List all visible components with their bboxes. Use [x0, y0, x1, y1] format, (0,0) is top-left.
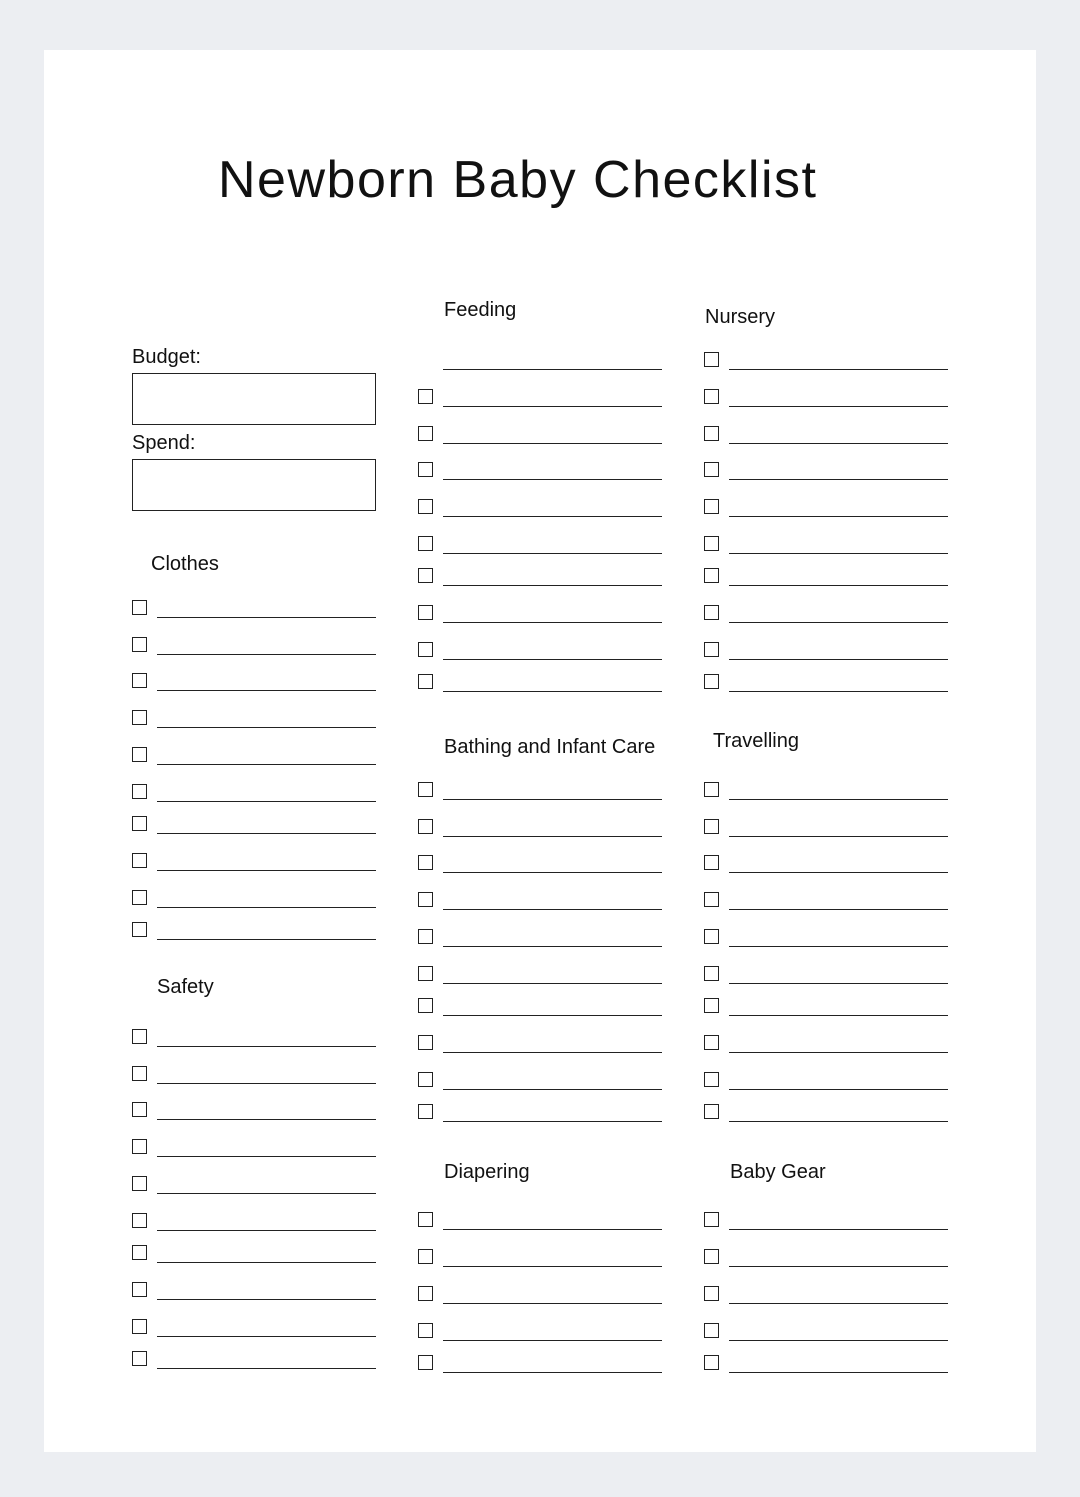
checklist-item[interactable]	[132, 1100, 376, 1120]
checklist-item[interactable]	[418, 1247, 662, 1267]
checkbox[interactable]	[704, 462, 719, 477]
write-in-line[interactable]	[157, 801, 376, 802]
checklist-item[interactable]	[132, 1211, 376, 1231]
checklist-item[interactable]	[132, 1349, 376, 1369]
checkbox[interactable]	[704, 352, 719, 367]
write-in-line[interactable]	[729, 369, 948, 370]
checklist-item[interactable]	[704, 1321, 948, 1341]
write-in-line[interactable]	[157, 870, 376, 871]
checkbox[interactable]	[418, 426, 433, 441]
spend-field[interactable]	[132, 459, 376, 511]
checkbox[interactable]	[418, 1104, 433, 1119]
checklist-item[interactable]	[418, 1210, 662, 1230]
spend-label: Spend:	[132, 432, 196, 454]
section-title-diapering: Diapering	[444, 1161, 530, 1183]
checkbox[interactable]	[704, 998, 719, 1013]
checkbox[interactable]	[418, 1355, 433, 1370]
checkbox[interactable]	[704, 605, 719, 620]
write-in-line[interactable]	[443, 1229, 662, 1230]
write-in-line[interactable]	[157, 690, 376, 691]
write-in-line[interactable]	[729, 1052, 948, 1053]
write-in-line[interactable]	[729, 1340, 948, 1341]
checkbox[interactable]	[704, 1249, 719, 1264]
checkbox[interactable]	[418, 536, 433, 551]
checkbox[interactable]	[704, 1355, 719, 1370]
checklist-item[interactable]	[704, 817, 948, 837]
budget-field[interactable]	[132, 373, 376, 425]
checkbox[interactable]	[704, 892, 719, 907]
checklist-item[interactable]	[704, 853, 948, 873]
checkbox[interactable]	[704, 642, 719, 657]
checkbox[interactable]	[132, 1282, 147, 1297]
write-in-line[interactable]	[729, 1089, 948, 1090]
checkbox[interactable]	[132, 1351, 147, 1366]
write-in-line[interactable]	[157, 907, 376, 908]
checklist-item[interactable]	[418, 497, 662, 517]
checklist-item[interactable]	[132, 1174, 376, 1194]
section-title-safety: Safety	[157, 976, 214, 998]
checklist-item[interactable]	[132, 708, 376, 728]
write-in-line[interactable]	[729, 516, 948, 517]
checklist-item[interactable]	[704, 387, 948, 407]
checklist-item[interactable]	[704, 1353, 948, 1373]
checklist-item[interactable]	[704, 672, 948, 692]
checklist-item[interactable]	[418, 996, 662, 1016]
write-in-line[interactable]	[443, 516, 662, 517]
checklist-item[interactable]	[132, 888, 376, 908]
write-in-line[interactable]	[443, 1303, 662, 1304]
checkbox[interactable]	[704, 819, 719, 834]
checkbox[interactable]	[132, 1139, 147, 1154]
write-in-line[interactable]	[157, 1230, 376, 1231]
write-in-line[interactable]	[157, 1083, 376, 1084]
write-in-line[interactable]	[729, 622, 948, 623]
write-in-line[interactable]	[443, 406, 662, 407]
checklist-item[interactable]	[418, 853, 662, 873]
write-in-line[interactable]	[157, 1368, 376, 1369]
checkbox[interactable]	[418, 605, 433, 620]
section-title-feeding: Feeding	[444, 299, 517, 321]
checklist-item[interactable]	[418, 1353, 662, 1373]
checklist-item[interactable]	[418, 672, 662, 692]
write-in-line[interactable]	[729, 836, 948, 837]
write-in-line[interactable]	[729, 872, 948, 873]
checkbox[interactable]	[132, 1176, 147, 1191]
checkbox[interactable]	[418, 892, 433, 907]
checklist-item[interactable]	[704, 534, 948, 554]
checklist-item[interactable]	[704, 1210, 948, 1230]
checkbox[interactable]	[704, 966, 719, 981]
checklist-item[interactable]	[704, 890, 948, 910]
write-in-line[interactable]	[729, 946, 948, 947]
checklist-item[interactable]	[132, 1280, 376, 1300]
checklist-item[interactable]	[132, 1243, 376, 1263]
checkbox[interactable]	[132, 673, 147, 688]
checklist-item[interactable]	[418, 1321, 662, 1341]
checkbox[interactable]	[704, 499, 719, 514]
write-in-line[interactable]	[729, 1229, 948, 1230]
checklist-item[interactable]	[418, 350, 662, 370]
checkbox[interactable]	[132, 816, 147, 831]
checkbox[interactable]	[704, 674, 719, 689]
checklist-item[interactable]	[418, 1284, 662, 1304]
write-in-line[interactable]	[443, 983, 662, 984]
checklist-item[interactable]	[704, 603, 948, 623]
checklist-item[interactable]	[132, 671, 376, 691]
checkbox[interactable]	[704, 1286, 719, 1301]
checkbox[interactable]	[132, 853, 147, 868]
write-in-line[interactable]	[729, 1372, 948, 1373]
write-in-line[interactable]	[443, 799, 662, 800]
write-in-line[interactable]	[157, 1262, 376, 1263]
checkbox[interactable]	[418, 1286, 433, 1301]
write-in-line[interactable]	[443, 659, 662, 660]
checkbox[interactable]	[132, 600, 147, 615]
checkbox[interactable]	[704, 1104, 719, 1119]
checklist-item[interactable]	[418, 964, 662, 984]
section-title-travelling: Travelling	[713, 730, 799, 752]
checklist-item[interactable]	[418, 1033, 662, 1053]
checkbox[interactable]	[704, 855, 719, 870]
checklist-item[interactable]	[132, 745, 376, 765]
checklist-item[interactable]	[418, 1102, 662, 1122]
checkbox[interactable]	[132, 637, 147, 652]
write-in-line[interactable]	[443, 1266, 662, 1267]
write-in-line[interactable]	[443, 1015, 662, 1016]
checkbox[interactable]	[418, 1212, 433, 1227]
budget-label: Budget:	[132, 346, 201, 368]
checklist-item[interactable]	[132, 1027, 376, 1047]
checklist-item[interactable]	[418, 534, 662, 554]
checklist-item[interactable]	[704, 460, 948, 480]
checkbox[interactable]	[418, 782, 433, 797]
page-title: Newborn Baby Checklist	[218, 151, 818, 209]
checkbox[interactable]	[132, 710, 147, 725]
checkbox[interactable]	[418, 499, 433, 514]
write-in-line[interactable]	[443, 1121, 662, 1122]
checklist-item[interactable]	[418, 460, 662, 480]
checklist-item[interactable]	[704, 780, 948, 800]
checklist-item[interactable]	[704, 424, 948, 444]
checklist-item[interactable]	[704, 927, 948, 947]
section-title-clothes: Clothes	[151, 553, 219, 575]
write-in-line[interactable]	[443, 443, 662, 444]
write-in-line[interactable]	[443, 369, 662, 370]
write-in-line[interactable]	[729, 585, 948, 586]
checkbox[interactable]	[704, 536, 719, 551]
checklist-item[interactable]	[418, 927, 662, 947]
write-in-line[interactable]	[729, 406, 948, 407]
checklist-item[interactable]	[418, 890, 662, 910]
checklist-item[interactable]	[132, 1317, 376, 1337]
checklist-item[interactable]	[418, 817, 662, 837]
checkbox[interactable]	[418, 568, 433, 583]
checkbox[interactable]	[704, 1035, 719, 1050]
checkbox[interactable]	[418, 998, 433, 1013]
write-in-line[interactable]	[443, 691, 662, 692]
write-in-line[interactable]	[729, 1121, 948, 1122]
write-in-line[interactable]	[157, 1156, 376, 1157]
write-in-line[interactable]	[157, 764, 376, 765]
write-in-line[interactable]	[729, 983, 948, 984]
checkbox[interactable]	[132, 1319, 147, 1334]
checklist-item[interactable]	[132, 920, 376, 940]
checkbox[interactable]	[418, 855, 433, 870]
checklist-item[interactable]	[132, 1064, 376, 1084]
write-in-line[interactable]	[157, 1336, 376, 1337]
write-in-line[interactable]	[443, 1340, 662, 1341]
write-in-line[interactable]	[729, 479, 948, 480]
checkbox[interactable]	[418, 674, 433, 689]
checkbox[interactable]	[132, 784, 147, 799]
write-in-line[interactable]	[729, 659, 948, 660]
write-in-line[interactable]	[157, 1193, 376, 1194]
write-in-line[interactable]	[729, 443, 948, 444]
write-in-line[interactable]	[443, 622, 662, 623]
section-title-bathing: Bathing and Infant Care	[444, 736, 656, 758]
write-in-line[interactable]	[729, 691, 948, 692]
section-title-baby-gear: Baby Gear	[730, 1161, 826, 1183]
checklist-item[interactable]	[418, 640, 662, 660]
write-in-line[interactable]	[443, 553, 662, 554]
checkbox[interactable]	[132, 1102, 147, 1117]
write-in-line[interactable]	[157, 1299, 376, 1300]
checkbox[interactable]	[418, 642, 433, 657]
checkbox[interactable]	[132, 1029, 147, 1044]
checkbox[interactable]	[418, 929, 433, 944]
checkbox[interactable]	[418, 462, 433, 477]
write-in-line[interactable]	[157, 833, 376, 834]
checklist-item[interactable]	[704, 640, 948, 660]
write-in-line[interactable]	[157, 1046, 376, 1047]
checkbox[interactable]	[132, 922, 147, 937]
checklist-item[interactable]	[704, 1070, 948, 1090]
checklist-item[interactable]	[704, 996, 948, 1016]
checkbox[interactable]	[704, 426, 719, 441]
checklist-item[interactable]	[418, 424, 662, 444]
write-in-line[interactable]	[443, 1089, 662, 1090]
checklist-item[interactable]	[704, 350, 948, 370]
write-in-line[interactable]	[729, 909, 948, 910]
write-in-line[interactable]	[729, 1015, 948, 1016]
write-in-line[interactable]	[443, 872, 662, 873]
section-title-nursery: Nursery	[705, 306, 776, 328]
checklist-item[interactable]	[132, 635, 376, 655]
write-in-line[interactable]	[157, 617, 376, 618]
checklist-item[interactable]	[132, 782, 376, 802]
checkbox[interactable]	[704, 1072, 719, 1087]
write-in-line[interactable]	[729, 553, 948, 554]
checklist-item[interactable]	[418, 780, 662, 800]
checkbox[interactable]	[418, 1035, 433, 1050]
write-in-line[interactable]	[443, 946, 662, 947]
checkbox[interactable]	[132, 747, 147, 762]
checkbox[interactable]	[418, 1323, 433, 1338]
write-in-line[interactable]	[729, 799, 948, 800]
checklist-item[interactable]	[418, 387, 662, 407]
write-in-line[interactable]	[157, 654, 376, 655]
checklist-item[interactable]	[704, 1033, 948, 1053]
write-in-line[interactable]	[443, 479, 662, 480]
checkbox[interactable]	[418, 1072, 433, 1087]
checkbox[interactable]	[418, 1249, 433, 1264]
write-in-line[interactable]	[443, 1372, 662, 1373]
write-in-line[interactable]	[157, 1119, 376, 1120]
checklist-item[interactable]	[704, 964, 948, 984]
write-in-line[interactable]	[729, 1266, 948, 1267]
checkbox[interactable]	[132, 890, 147, 905]
write-in-line[interactable]	[729, 1303, 948, 1304]
checklist-item[interactable]	[704, 566, 948, 586]
checklist-item[interactable]	[132, 851, 376, 871]
checkbox[interactable]	[418, 966, 433, 981]
write-in-line[interactable]	[157, 939, 376, 940]
checkbox[interactable]	[418, 819, 433, 834]
checklist-item[interactable]	[704, 497, 948, 517]
checklist-item[interactable]	[704, 1284, 948, 1304]
checklist-item[interactable]	[418, 1070, 662, 1090]
write-in-line[interactable]	[443, 836, 662, 837]
checklist-item[interactable]	[418, 603, 662, 623]
checkbox[interactable]	[704, 929, 719, 944]
checklist-item[interactable]	[418, 566, 662, 586]
checklist-page	[44, 50, 1036, 1452]
checklist-item[interactable]	[132, 1137, 376, 1157]
checkbox[interactable]	[704, 1212, 719, 1227]
checkbox[interactable]	[704, 1323, 719, 1338]
write-in-line[interactable]	[157, 727, 376, 728]
write-in-line[interactable]	[443, 1052, 662, 1053]
checklist-item[interactable]	[132, 814, 376, 834]
checkbox[interactable]	[704, 389, 719, 404]
checkbox[interactable]	[132, 1066, 147, 1081]
checklist-item[interactable]	[132, 598, 376, 618]
write-in-line[interactable]	[443, 585, 662, 586]
checkbox[interactable]	[132, 1213, 147, 1228]
checkbox[interactable]	[132, 1245, 147, 1260]
write-in-line[interactable]	[443, 909, 662, 910]
checkbox[interactable]	[418, 389, 433, 404]
checkbox[interactable]	[704, 782, 719, 797]
checklist-item[interactable]	[704, 1247, 948, 1267]
checkbox[interactable]	[704, 568, 719, 583]
checklist-item[interactable]	[704, 1102, 948, 1122]
